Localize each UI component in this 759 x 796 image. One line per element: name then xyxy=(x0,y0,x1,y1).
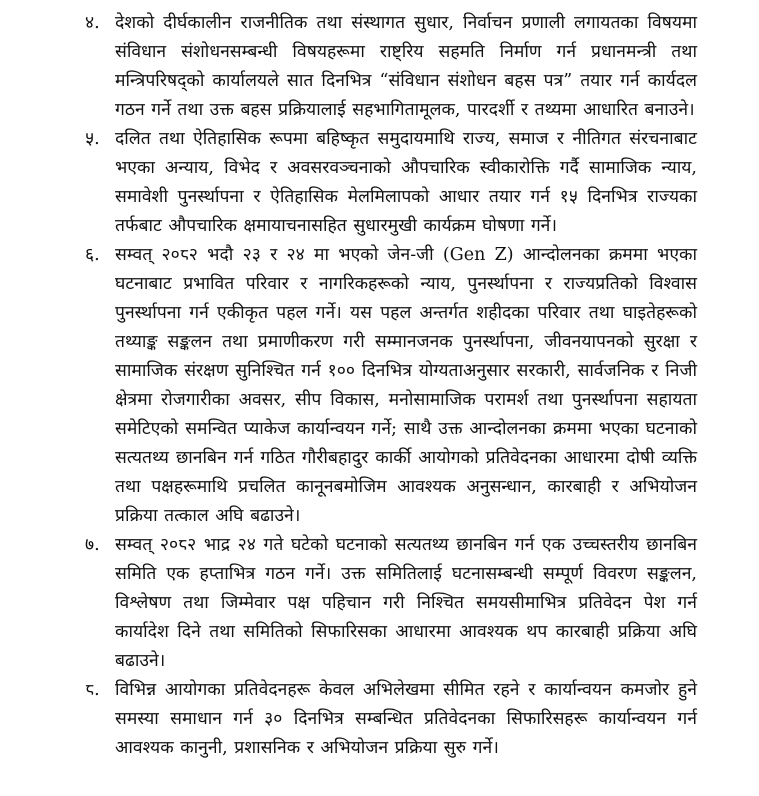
item-text: सम्वत् २०८२ भाद्र २४ गते घटेको घटनाको सत्यतथ्य छानबिन गर्न एक उच्चस्तरीय छानबिन समिति एक हप्ताभित्र गठन गर्ने। उक्त समितिलाई घटनासम्बन्धी सम्पूर्ण विवरण सङ्कलन, विश्लेषण तथा जिम्मेवार पक्ष पहिचान गरी निश्चित समयसीमाभित्र प्रतिवेदन पेश गर्न कार्यादेश दिने तथा समितिको सिफारिसका आधारमा आवश्यक थप कारबाही प्रक्रिया अघि बढाउने। xyxy=(115,535,697,671)
item-number: ७. xyxy=(85,535,100,555)
numbered-list xyxy=(85,9,697,763)
list-item-8 xyxy=(85,676,697,763)
item-text: दलित तथा ऐतिहासिक रूपमा बहिष्कृत समुदायमाथि राज्य, समाज र नीतिगत संरचनाबाट भएका अन्याय, विभेद र अवसरवञ्चनाको औपचारिक स्वीकारोक्ति गर्दै सामाजिक न्याय, समावेशी पुनर्स्थापना र ऐतिहासिक मेलमिलापको आधार तयार गर्न १५ दिनभित्र राज्यका तर्फबाट औपचारिक क्षमायाचनासहित सुधारमुखी कार्यक्रम घोषणा गर्ने। xyxy=(115,129,697,236)
list-item-5 xyxy=(85,125,697,241)
item-number: ४. xyxy=(85,13,100,33)
item-text: देशको दीर्घकालीन राजनीतिक तथा संस्थागत सुधार, निर्वाचन प्रणाली लगायतका विषयमा संविधान संशोधनसम्बन्धी विषयहरूमा राष्ट्रिय सहमति निर्माण गर्न प्रधानमन्त्री तथा मन्त्रिपरिषद्को कार्यालयले सात दिनभित्र “संविधान संशोधन बहस पत्र” तयार गर्न कार्यदल गठन गर्ने तथा उक्त बहस प्रक्रियालाई सहभागितामूलक, पारदर्शी र तथ्यमा आधारित बनाउने। xyxy=(115,13,697,120)
item-number: ६. xyxy=(85,245,100,265)
item-number: ८. xyxy=(85,680,100,700)
item-text: विभिन्न आयोगका प्रतिवेदनहरू केवल अभिलेखमा सीमित रहने र कार्यान्वयन कमजोर हुने समस्या समाधान गर्न ३० दिनभित्र सम्बन्धित प्रतिवेदनका सिफारिसहरू कार्यान्वयन गर्न आवश्यक कानुनी, प्रशासनिक र अभियोजन प्रक्रिया सुरु गर्ने। xyxy=(115,680,697,758)
item-number: ५. xyxy=(85,129,100,149)
list-item-4 xyxy=(85,9,697,125)
list-item-6 xyxy=(85,241,697,531)
list-item-7 xyxy=(85,531,697,676)
item-text: सम्वत् २०८२ भदौ २३ र २४ मा भएको जेन-जी (Gen Z) आन्दोलनका क्रममा भएका घटनाबाट प्रभावित परिवार र नागरिकहरूको न्याय, पुनर्स्थापना र राज्यप्रतिको विश्वास पुनर्स्थापना गर्न एकीकृत पहल गर्ने। यस पहल अन्तर्गत शहीदका परिवार तथा घाइतेहरूको तथ्याङ्क सङ्कलन तथा प्रमाणीकरण गरी सम्मानजनक पुनर्स्थापना, जीवनयापनको सुरक्षा र सामाजिक संरक्षण सुनिश्चित गर्न १०० दिनभित्र योग्यताअनुसार सरकारी, सार्वजनिक र निजी क्षेत्रमा रोजगारीका अवसर, सीप विकास, मनोसामाजिक परामर्श तथा पुनर्स्थापना सहायता समेटिएको समन्वित प्याकेज कार्यान्वयन गर्ने; साथै उक्त आन्दोलनका क्रममा भएका घटनाको सत्यतथ्य छानबिन गर्न गठित गौरीबहादुर कार्की आयोगको प्रतिवेदनका आधारमा दोषी व्यक्ति तथा पक्षहरूमाथि प्रचलित कानूनबमोजिम आवश्यक अनुसन्धान, कारबाही र अभियोजन प्रक्रिया तत्काल अघि बढाउने। xyxy=(115,245,697,526)
